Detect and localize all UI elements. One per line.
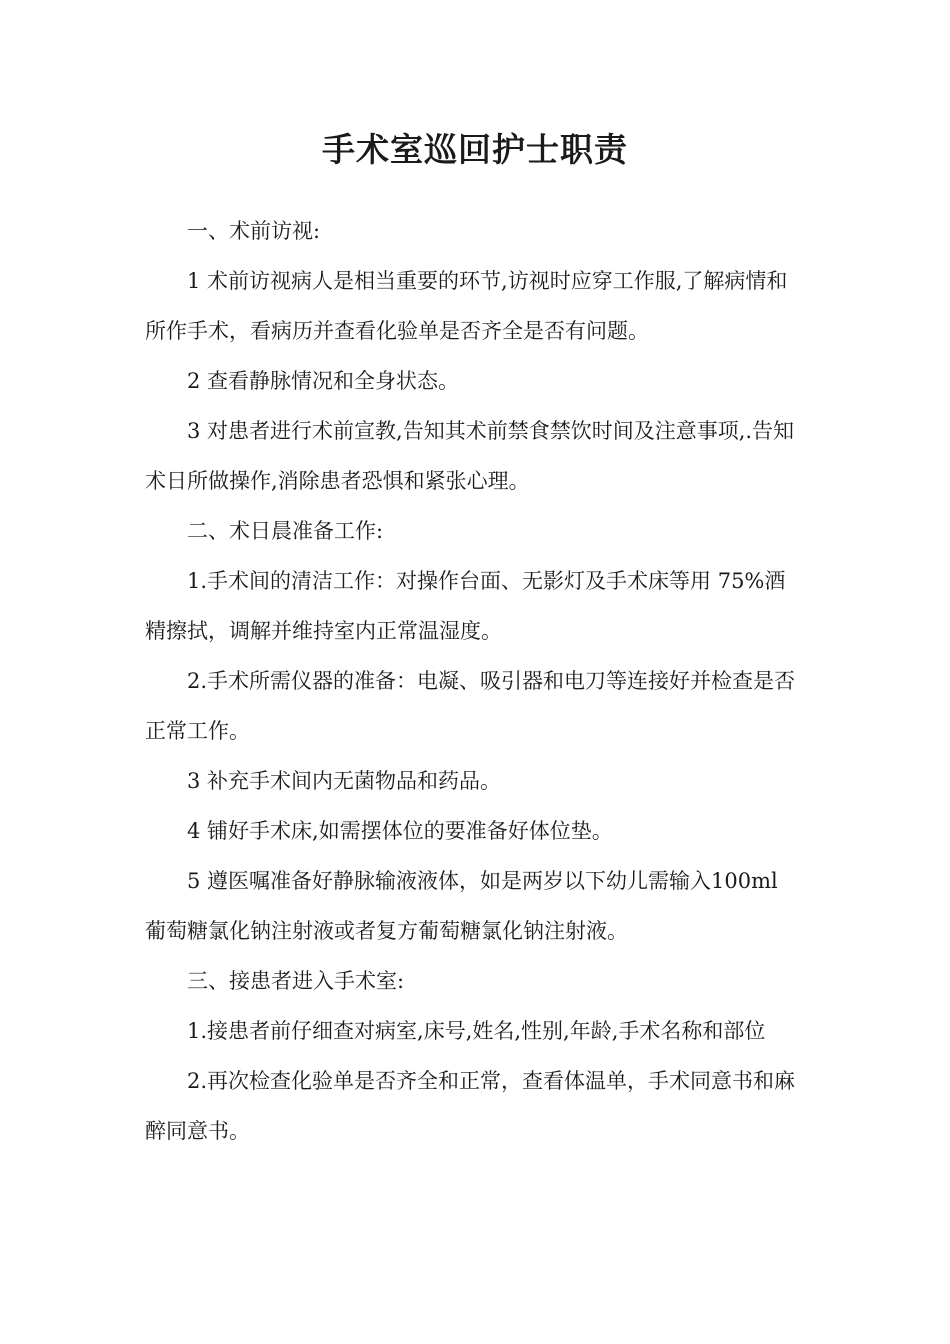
paragraph: 3 对患者进行术前宣教,告知其术前禁食禁饮时间及注意事项,.告知术日所做操作,消除患者恐惧和紧张心理。 [145, 419, 795, 493]
section-heading-morning-prep: 二、术日晨准备工作: [187, 519, 384, 543]
paragraph: 1.手术间的清洁工作：对操作台面、无影灯及手术床等用 75%酒精擦拭，调解并维持室内正常温湿度。 [145, 569, 786, 643]
paragraph: 2.再次检查化验单是否齐全和正常，查看体温单，手术同意书和麻醉同意书。 [145, 1069, 796, 1143]
document-title: 手术室巡回护士职责 [322, 130, 628, 169]
paragraph: 2.手术所需仪器的准备：电凝、吸引器和电刀等连接好并检查是否正常工作。 [145, 669, 796, 743]
document-body [145, 206, 805, 1156]
paragraph: 4 铺好手术床,如需摆体位的要准备好体位垫。 [187, 819, 613, 843]
section-heading-receive-patient: 三、接患者进入手术室: [187, 969, 405, 993]
paragraph: 2 查看静脉情况和全身状态。 [187, 369, 460, 393]
paragraph: 1.接患者前仔细查对病室,床号,姓名,性别,年龄,手术名称和部位 [187, 1019, 766, 1043]
paragraph: 3 补充手术间内无菌物品和药品。 [187, 769, 502, 793]
paragraph: 1 术前访视病人是相当重要的环节,访视时应穿工作服,了解病情和所作手术，看病历并查看化验单是否齐全是否有问题。 [145, 269, 788, 343]
paragraph: 5 遵医嘱准备好静脉输液液体，如是两岁以下幼儿需输入100ml 葡萄糖氯化钠注射液或者复方葡萄糖氯化钠注射液。 [145, 869, 785, 943]
section-heading-preop-visit: 一、术前访视: [187, 219, 321, 243]
